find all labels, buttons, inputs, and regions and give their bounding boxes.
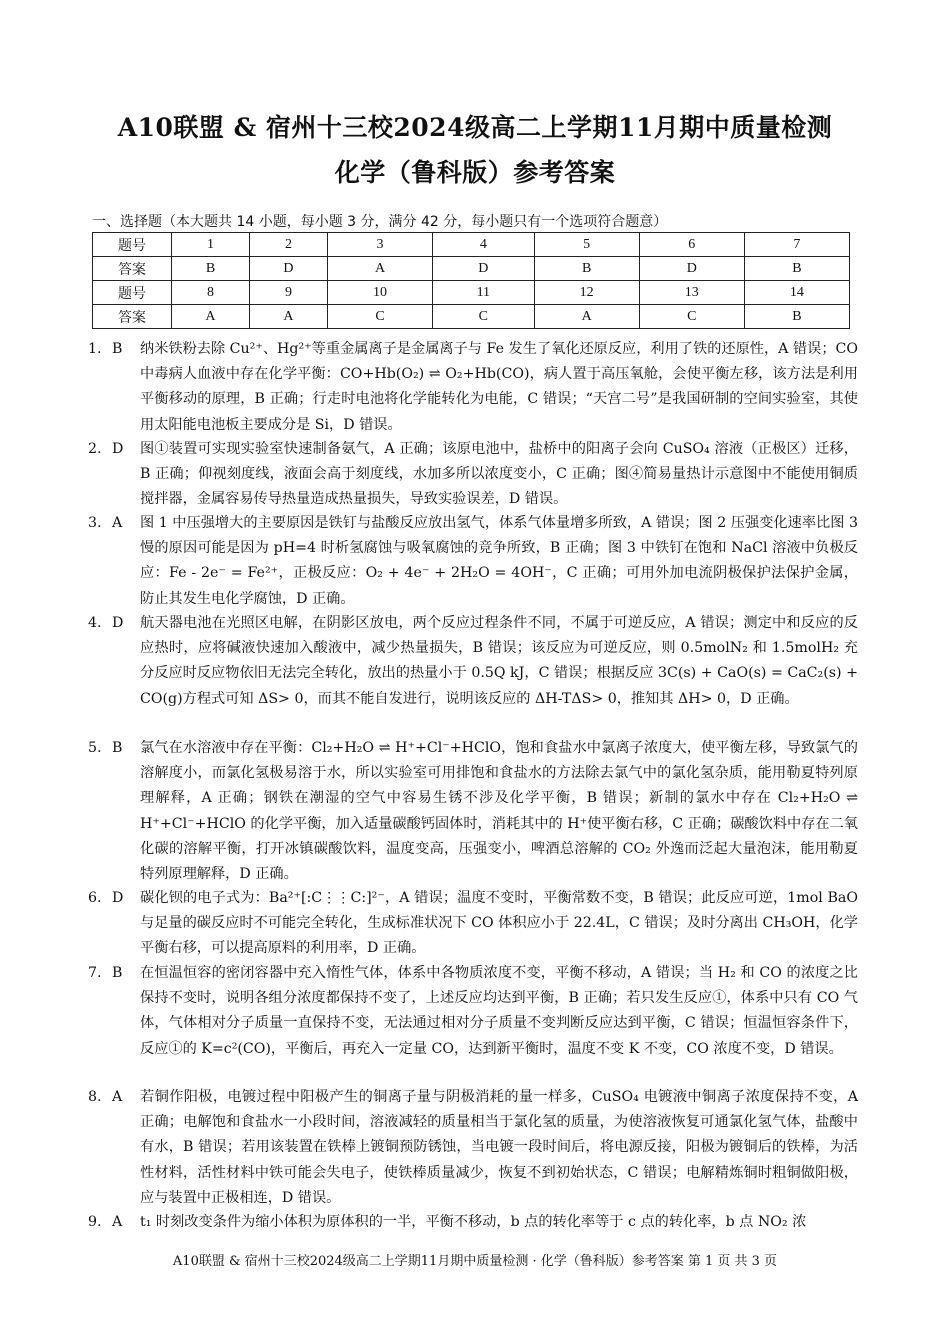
table-cell: D — [639, 257, 744, 281]
page-footer: A10联盟 & 宿州十三校2024级高二上学期11月期中质量检测 · 化学（鲁科版）参考答案 第 1 页 共 3 页 — [172, 1254, 778, 1269]
table-row — [93, 281, 850, 305]
explanation-item — [88, 1085, 858, 1211]
item-text: 图①装置可实现实验室快速制备氨气，A 正确；该原电池中，盐桥中的阳离子会向 CuSO₄ 溶液（正极区）迁移，B 正确；仰视刻度线，液面会高于刻度线，水加多所以浓度变小，C 正确；图④简易量热计示意图中不能使用铜质搅拌器，金属容易传导热量造成热量损失，导致实验误差，D 错误。 — [140, 441, 858, 508]
row-label: 题号 — [93, 233, 172, 257]
table-cell: B — [172, 257, 250, 281]
item-answer: B — [112, 965, 123, 981]
table-cell: B — [744, 257, 849, 281]
item-answer: D — [112, 441, 124, 457]
table-cell: A — [327, 257, 432, 281]
item-answer: B — [112, 740, 123, 756]
item-number: 5. — [88, 740, 102, 756]
section-heading: 一、选择题（本大题共 14 小题，每小题 3 分，满分 42 分，每小题只有一个选项符合题意） — [92, 214, 668, 230]
item-number: 9. — [88, 1214, 102, 1230]
explanation-item — [88, 437, 858, 513]
page-title: A10联盟 & 宿州十三校2024级高二上学期11月期中质量检测 — [117, 113, 833, 142]
item-number: 4. — [88, 615, 102, 631]
explanation-item — [88, 736, 858, 887]
table-cell: 7 — [744, 233, 849, 257]
item-number: 8. — [88, 1089, 102, 1105]
table-cell: 2 — [249, 233, 327, 257]
item-answer: B — [112, 341, 123, 357]
answer-table — [92, 232, 850, 329]
item-answer: A — [112, 1214, 123, 1230]
page-subtitle: 化学（鲁科版）参考答案 — [334, 158, 616, 187]
table-cell: C — [433, 305, 535, 329]
item-number: 7. — [88, 965, 102, 981]
table-cell: A — [172, 305, 250, 329]
table-cell: B — [534, 257, 639, 281]
table-cell: 14 — [744, 281, 849, 305]
explanation-item — [88, 611, 858, 712]
item-number: 3. — [88, 515, 102, 531]
table-cell: B — [744, 305, 849, 329]
table-cell: 12 — [534, 281, 639, 305]
item-answer: A — [112, 515, 123, 531]
item-text: 航天器电池在光照区电解，在阴影区放电，两个反应过程条件不同，不属于可逆反应，A 错误；测定中和反应的反应热时，应将碱液快速加入酸液中，减少热量损失，B 错误；该反应为可逆反应，则 0.5molN₂ 和 1.5molH₂ 充分反应时反应物依旧无法完全转化，放出的热量小于 0.5Q kJ，C 错误；根据反应 3C(s) + CaO(s) = CaC₂(s) + CO(g)方程式可知 ΔS> 0，而其不能自发进行，说明该反应的 ΔH-TΔS> 0，推知其 ΔH> 0，D 正确。 — [140, 615, 858, 707]
item-answer: D — [112, 890, 124, 906]
item-answer: A — [112, 1089, 123, 1105]
item-text: 若铜作阳极，电镀过程中阳极产生的铜离子量与阴极消耗的量一样多，CuSO₄ 电镀液中铜离子浓度保持不变，A 正确；电解饱和食盐水一小段时间，溶液减轻的质量相当于氯化氢的质量，为使溶液恢复可通氯化氢气体，盐酸中有水，B 错误；若用该装置在铁棒上镀铜预防锈蚀，当电镀一段时间后，将电源反接，阳极为镀铜后的铁棒，为活性材料，活性材料中铁可能会失电子，使铁棒质量减少，恢复不到初始状态，C 错误；电解精炼铜时粗铜做阳极，应与装置中正极相连，D 错误。 — [140, 1089, 858, 1206]
table-cell: 6 — [639, 233, 744, 257]
explanation-item — [88, 1210, 858, 1235]
item-text: 在恒温恒容的密闭容器中充入惰性气体，体系中各物质浓度不变，平衡不移动，A 错误；当 H₂ 和 CO 的浓度之比保持不变时，说明各组分浓度都保持不变了，上述反应均达到平衡，B 正确；若只发生反应①，体系中只有 CO 气体，气体相对分子质量一直保持不变，无法通过相对分子质量不变判断反应达到平衡，C 错误；恒温恒容条件下，反应①的 K=c²(CO)，平衡后，再充入一定量 CO，达到新平衡时，温度不变 K 不变，CO 浓度不变，D 错误。 — [140, 965, 858, 1057]
table-cell: D — [249, 257, 327, 281]
table-cell: 11 — [433, 281, 535, 305]
explanation-item — [88, 886, 858, 962]
table-row — [93, 257, 850, 281]
table-cell: C — [327, 305, 432, 329]
table-cell: 4 — [433, 233, 535, 257]
item-number: 1. — [88, 341, 102, 357]
explanation-item — [88, 337, 858, 438]
table-cell: 3 — [327, 233, 432, 257]
row-label: 答案 — [93, 257, 172, 281]
table-cell: A — [534, 305, 639, 329]
table-cell: A — [249, 305, 327, 329]
table-cell: D — [433, 257, 535, 281]
table-cell: 13 — [639, 281, 744, 305]
item-number: 2. — [88, 441, 102, 457]
item-text: t₁ 时刻改变条件为缩小体积为原体积的一半，平衡不移动，b 点的转化率等于 c 点的转化率，b 点 NO₂ 浓 — [140, 1214, 807, 1230]
table-row — [93, 233, 850, 257]
item-number: 6. — [88, 890, 102, 906]
table-cell: 8 — [172, 281, 250, 305]
row-label: 答案 — [93, 305, 172, 329]
table-cell: C — [639, 305, 744, 329]
explanation-item — [88, 961, 858, 1062]
item-text: 纳米铁粉去除 Cu²⁺、Hg²⁺等重金属离子是金属离子与 Fe 发生了氧化还原反应，利用了铁的还原性，A 错误；CO 中毒病人血液中存在化学平衡：CO+Hb(O₂) ⇌ O₂+Hb(CO)，病人置于高压氧舱，会使平衡左移，该方法是利用平衡移动的原理，B 正确；行走时电池将化学能转化为电能，C 错误；“天宫二号”是我国研制的空间实验室，其使用太阳能电池板主要成分是 Si，D 错误。 — [140, 341, 858, 433]
row-label: 题号 — [93, 281, 172, 305]
item-answer: D — [112, 615, 124, 631]
table-row — [93, 305, 850, 329]
table-cell: 1 — [172, 233, 250, 257]
item-text: 碳化钡的电子式为：Ba²⁺[:C⋮⋮C:]²⁻，A 错误；温度不变时，平衡常数不变，B 错误；此反应可逆，1mol BaO 与足量的碳反应时不可能完全转化，生成标准状况下 CO 体积应小于 22.4L，C 错误；及时分离出 CH₃OH，化学平衡右移，可以提高原料的利用率，D 正确。 — [140, 890, 858, 957]
explanation-item — [88, 511, 858, 612]
item-text: 氯气在水溶液中存在平衡：Cl₂+H₂O ⇌ H⁺+Cl⁻+HClO，饱和食盐水中氯离子浓度大，使平衡左移，导致氯气的溶解度小，而氯化氢极易溶于水，所以实验室可用排饱和食盐水的方法除去氯气中的氯化氢杂质，能用勒夏特列原理解释，A 正确；钢铁在潮湿的空气中容易生锈不涉及化学平衡，B 错误；新制的氯水中存在 Cl₂+H₂O ⇌ H⁺+Cl⁻+HClO 的化学平衡，加入适量碳酸钙固体时，消耗其中的 H⁺使平衡右移，C 正确；碳酸饮料中存在二氧化碳的溶解平衡，打开冰镇碳酸饮料，温度变高，压强变小，啤酒总溶解的 CO₂ 外逸而泛起大量泡沫，能用勒夏特列原理解释，D 正确。 — [140, 740, 858, 883]
item-text: 图 1 中压强增大的主要原因是铁钉与盐酸反应放出氢气，体系气体量增多所致，A 错误；图 2 压强变化速率比图 3 慢的原因可能是因为 pH=4 时析氢腐蚀与吸氧腐蚀的竞争所致，B 正确；图 3 中铁钉在饱和 NaCl 溶液中负极反应：Fe - 2e⁻ = Fe²⁺，正极反应：O₂ + 4e⁻ + 2H₂O = 4OH⁻，C 正确；可用外加电流阴极保护法保护金属，防止其发生电化学腐蚀，D 正确。 — [140, 515, 858, 607]
table-cell: 9 — [249, 281, 327, 305]
table-cell: 10 — [327, 281, 432, 305]
table-cell: 5 — [534, 233, 639, 257]
